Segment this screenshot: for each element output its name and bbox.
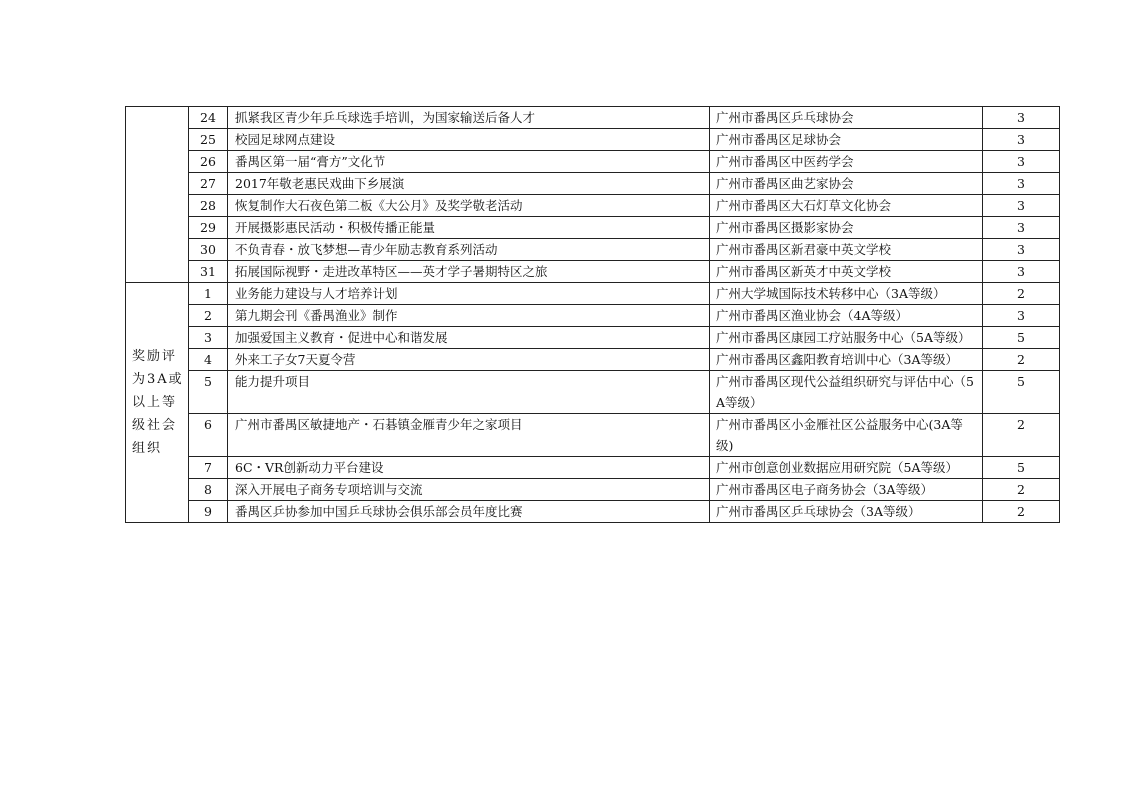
organization-name: 广州市番禺区新英才中英文学校 xyxy=(710,261,983,283)
project-name: 校园足球网点建设 xyxy=(228,129,710,151)
score-value: 3 xyxy=(983,217,1060,239)
table-row xyxy=(126,305,1060,327)
score-value: 3 xyxy=(983,195,1060,217)
row-number: 6 xyxy=(189,414,228,457)
row-number: 31 xyxy=(189,261,228,283)
table-row xyxy=(126,195,1060,217)
project-name: 外来工子女7天夏令营 xyxy=(228,349,710,371)
organization-name: 广州市番禺区曲艺家协会 xyxy=(710,173,983,195)
row-number: 25 xyxy=(189,129,228,151)
score-value: 2 xyxy=(983,349,1060,371)
project-name: 能力提升项目 xyxy=(228,371,710,414)
table-row xyxy=(126,217,1060,239)
project-name: 番禺区第一届“膏方”文化节 xyxy=(228,151,710,173)
table-row xyxy=(126,414,1060,457)
organization-name: 广州市番禺区乒乓球协会 xyxy=(710,107,983,129)
organization-name: 广州市番禺区摄影家协会 xyxy=(710,217,983,239)
table-row xyxy=(126,371,1060,414)
row-number: 5 xyxy=(189,371,228,414)
row-number: 1 xyxy=(189,283,228,305)
score-value: 5 xyxy=(983,371,1060,414)
category-cell-continued xyxy=(126,107,189,283)
table-row xyxy=(126,107,1060,129)
project-name: 恢复制作大石夜色第二板《大公月》及奖学敬老活动 xyxy=(228,195,710,217)
organization-name: 广州市番禺区足球协会 xyxy=(710,129,983,151)
score-value: 3 xyxy=(983,151,1060,173)
row-number: 8 xyxy=(189,479,228,501)
table-row xyxy=(126,173,1060,195)
table-row xyxy=(126,129,1060,151)
project-name: 业务能力建设与人才培养计划 xyxy=(228,283,710,305)
score-value: 3 xyxy=(983,239,1060,261)
score-value: 3 xyxy=(983,129,1060,151)
project-name: 加强爱国主义教育・促进中心和谐发展 xyxy=(228,327,710,349)
score-value: 5 xyxy=(983,327,1060,349)
table-row xyxy=(126,327,1060,349)
row-number: 4 xyxy=(189,349,228,371)
organization-name: 广州市创意创业数据应用研究院（5A等级） xyxy=(710,457,983,479)
score-value: 3 xyxy=(983,261,1060,283)
organization-name: 广州市番禺区现代公益组织研究与评估中心（5A等级） xyxy=(710,371,983,414)
score-value: 3 xyxy=(983,173,1060,195)
table-row xyxy=(126,479,1060,501)
project-name: 开展摄影惠民活动・积极传播正能量 xyxy=(228,217,710,239)
project-name: 番禺区乒协参加中国乒乓球协会俱乐部会员年度比赛 xyxy=(228,501,710,523)
row-number: 9 xyxy=(189,501,228,523)
score-value: 3 xyxy=(983,107,1060,129)
score-value: 2 xyxy=(983,283,1060,305)
score-value: 2 xyxy=(983,479,1060,501)
row-number: 29 xyxy=(189,217,228,239)
row-number: 27 xyxy=(189,173,228,195)
organization-name: 广州市番禺区乒乓球协会（3A等级） xyxy=(710,501,983,523)
organization-name: 广州市番禺区小金雁社区公益服务中心(3A等级) xyxy=(710,414,983,457)
score-value: 3 xyxy=(983,305,1060,327)
organization-name: 广州市番禺区康园工疗站服务中心（5A等级） xyxy=(710,327,983,349)
organization-name: 广州市番禺区新君豪中英文学校 xyxy=(710,239,983,261)
row-number: 24 xyxy=(189,107,228,129)
row-number: 26 xyxy=(189,151,228,173)
table-row xyxy=(126,239,1060,261)
row-number: 7 xyxy=(189,457,228,479)
score-value: 5 xyxy=(983,457,1060,479)
table-row xyxy=(126,501,1060,523)
project-name: 不负青春・放飞梦想—青少年励志教育系列活动 xyxy=(228,239,710,261)
organization-name: 广州市番禺区中医药学会 xyxy=(710,151,983,173)
category-cell: 奖励评为3A或以上等级社会组织 xyxy=(126,283,189,523)
table-row xyxy=(126,283,1060,305)
project-name: 第九期会刊《番禺渔业》制作 xyxy=(228,305,710,327)
project-name: 深入开展电子商务专项培训与交流 xyxy=(228,479,710,501)
table-row xyxy=(126,349,1060,371)
award-table xyxy=(125,106,1060,523)
project-name: 拓展国际视野・走进改革特区——英才学子暑期特区之旅 xyxy=(228,261,710,283)
row-number: 28 xyxy=(189,195,228,217)
project-name: 广州市番禺区敏捷地产・石碁镇金雁青少年之家项目 xyxy=(228,414,710,457)
score-value: 2 xyxy=(983,414,1060,457)
organization-name: 广州市番禺区渔业协会（4A等级） xyxy=(710,305,983,327)
organization-name: 广州市番禺区大石灯草文化协会 xyxy=(710,195,983,217)
organization-name: 广州大学城国际技术转移中心（3A等级） xyxy=(710,283,983,305)
row-number: 30 xyxy=(189,239,228,261)
table-row xyxy=(126,151,1060,173)
table-row xyxy=(126,457,1060,479)
award-table-page xyxy=(125,106,1059,523)
score-value: 2 xyxy=(983,501,1060,523)
project-name: 2017年敬老惠民戏曲下乡展演 xyxy=(228,173,710,195)
row-number: 2 xyxy=(189,305,228,327)
organization-name: 广州市番禺区鑫阳教育培训中心（3A等级） xyxy=(710,349,983,371)
project-name: 抓紧我区青少年乒乓球选手培训，为国家输送后备人才 xyxy=(228,107,710,129)
project-name: 6C・VR创新动力平台建设 xyxy=(228,457,710,479)
organization-name: 广州市番禺区电子商务协会（3A等级） xyxy=(710,479,983,501)
row-number: 3 xyxy=(189,327,228,349)
table-row xyxy=(126,261,1060,283)
